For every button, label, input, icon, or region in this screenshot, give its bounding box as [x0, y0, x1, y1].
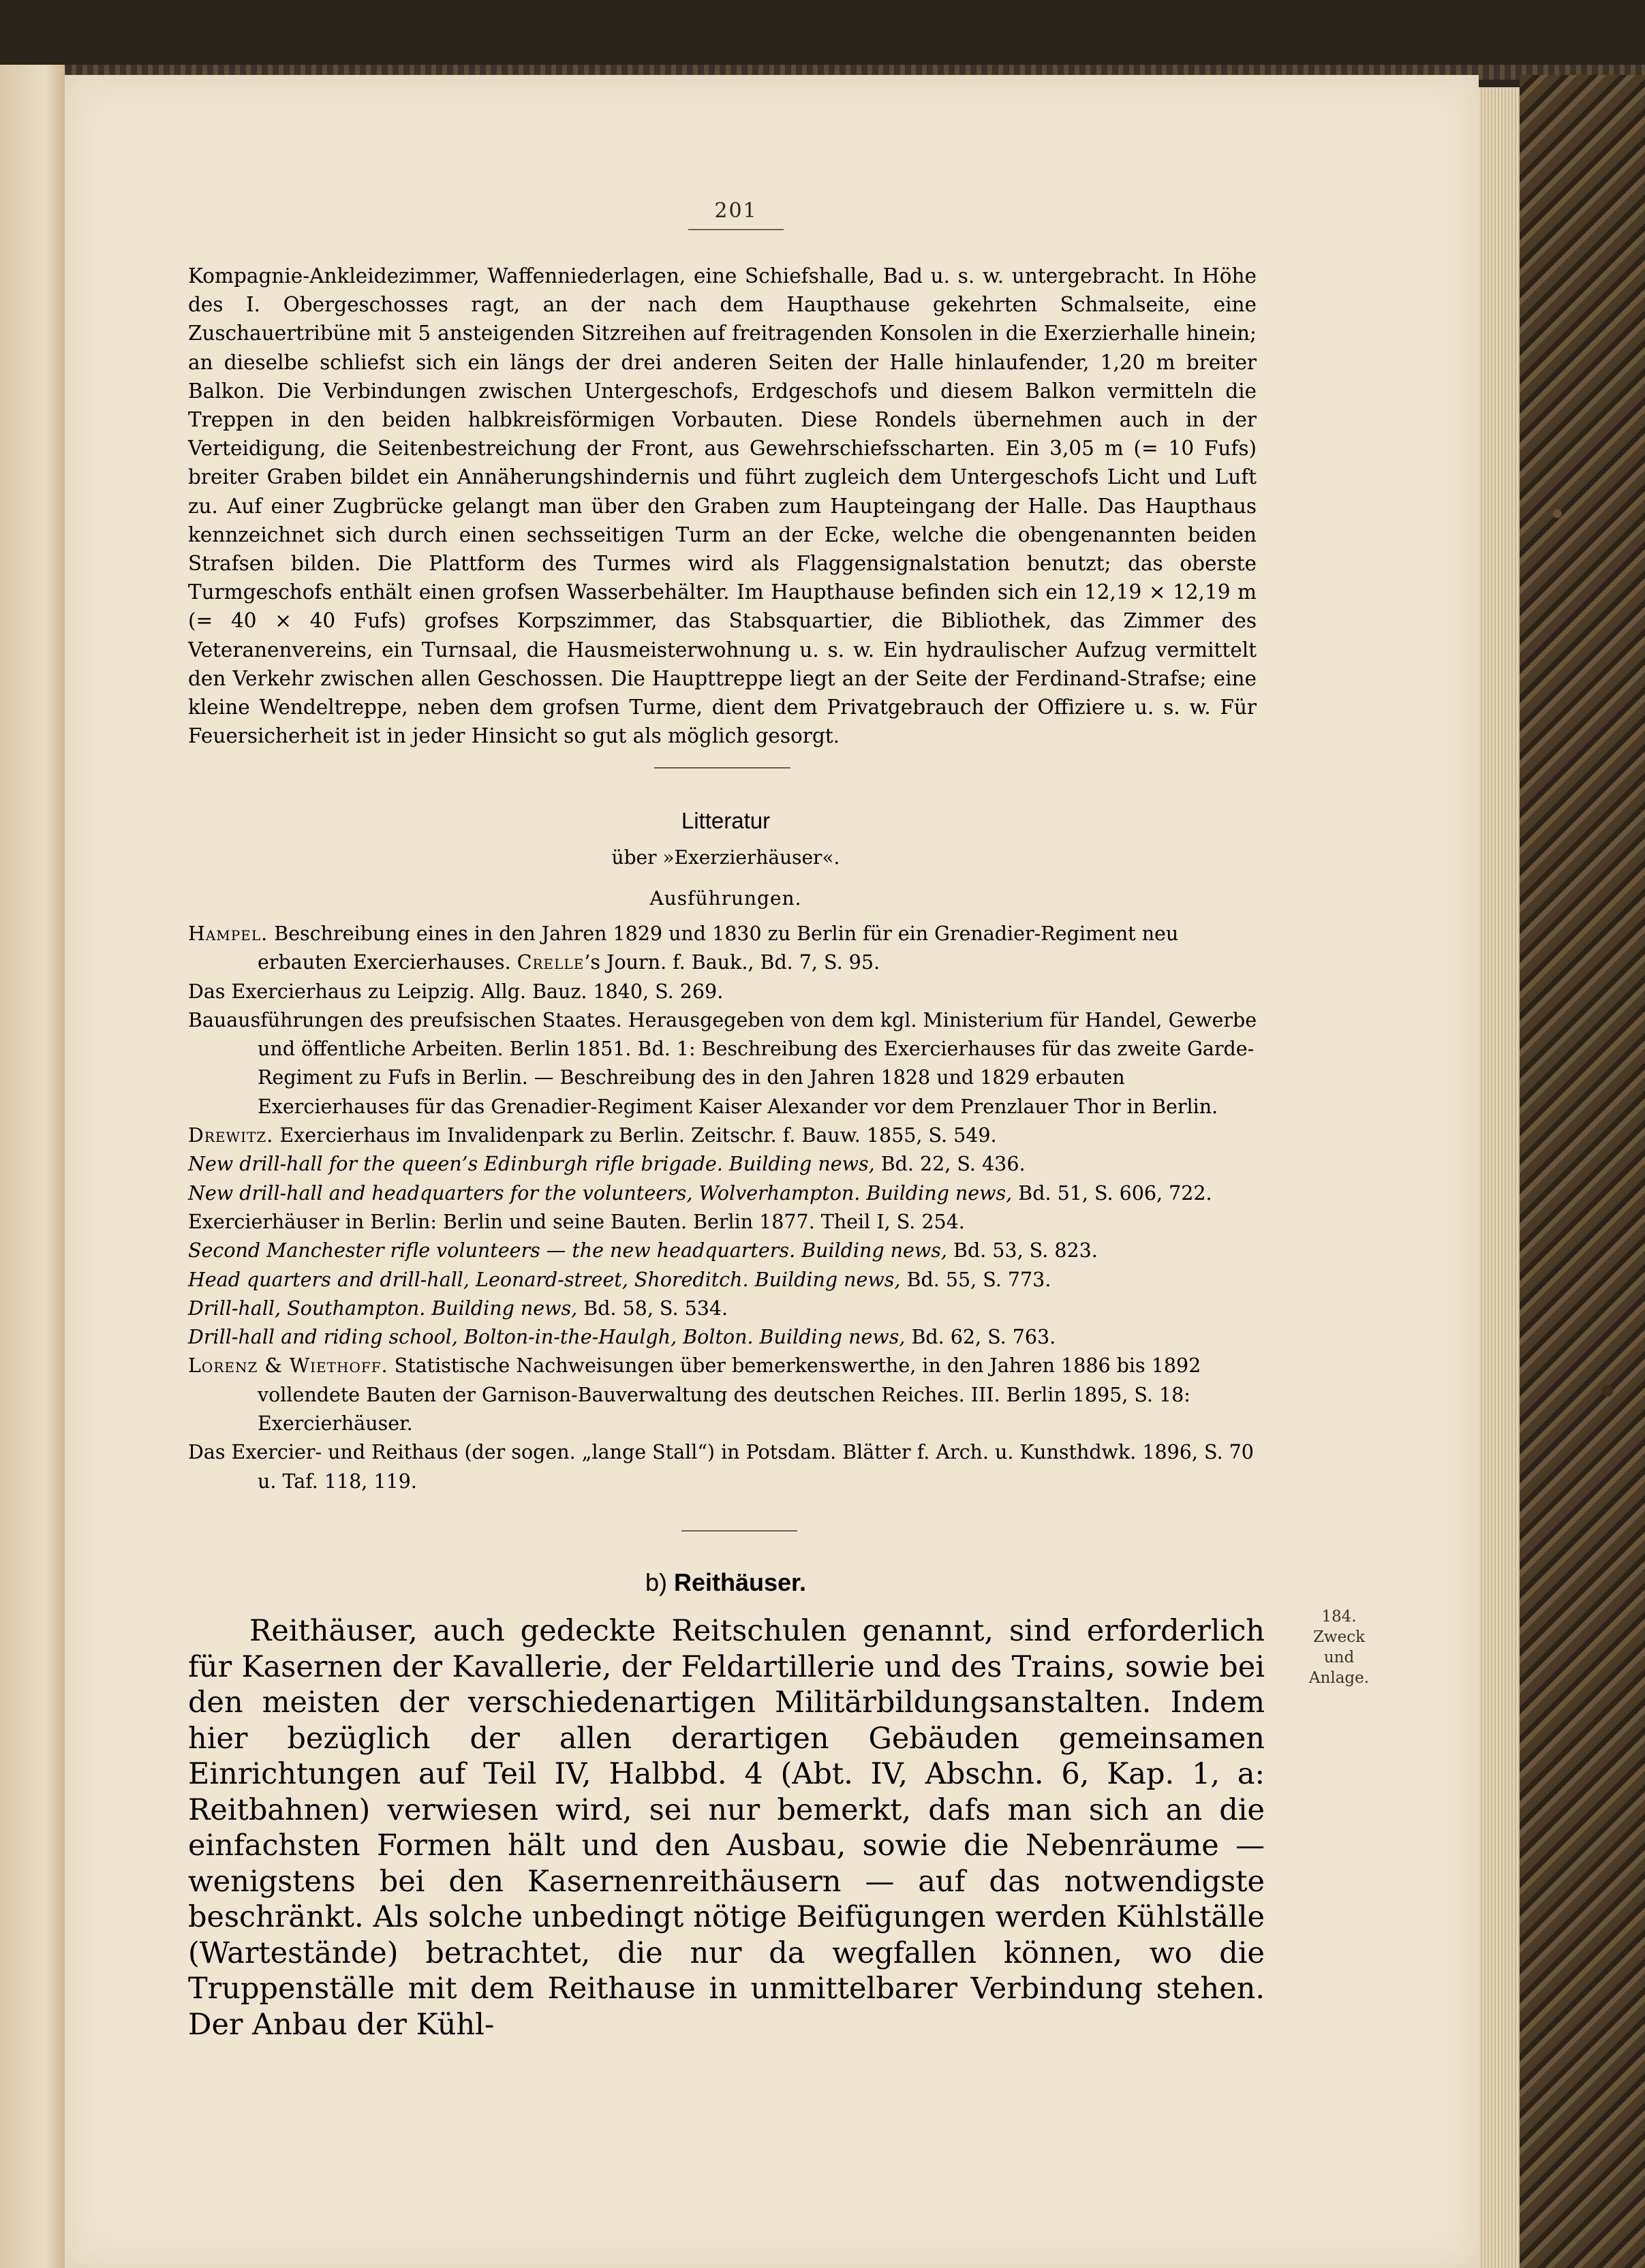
ref-text: Bd. 62, S. 763.: [905, 1326, 1056, 1349]
ref-text: Beschreibung eines in den Jahren 1829 und 1830 zu Berlin für ein Grenadier-Regiment neu erbauten Exercierhauses.: [258, 922, 1179, 974]
separator-rule-1: [654, 767, 790, 768]
page-number: 201: [714, 199, 758, 223]
ref-text: Statistische Nachweisungen über bemerkenswerthe, in den Jahren 1886 bis 1892 vollendete Bauten der Garnison-Bauverwaltung des deutschen Reiches. III. Berlin 1895, S. 18: Exercierhäuser.: [258, 1354, 1201, 1435]
ref-text: Bd. 55, S. 773.: [900, 1268, 1051, 1291]
book-cover-marbled: [1520, 75, 1645, 2268]
section-number: b): [645, 1568, 667, 1596]
ref-author: Lorenz & Wiethoff.: [188, 1354, 388, 1378]
ref-text: Bd. 51, S. 606, 722.: [1012, 1181, 1212, 1205]
left-page-edge: [0, 65, 65, 2268]
ref-title: New drill-hall for the queen’s Edinburgh rifle brigade. Building news,: [188, 1153, 875, 1176]
ref-text: Das Exercierhaus zu Leipzig. Allg. Bauz. 1840, S. 269.: [188, 980, 724, 1003]
body-paragraph-2: [188, 1613, 1265, 2042]
paragraph-text: Reithäuser, auch gedeckte Reitschulen genannt, sind erforderlich für Kasernen der Kavallerie, der Feldartillerie und des Trains, sowie bei den meisten der verschiedenartigen Militärbildungsanstalten. Indem hier bezüglich der allen derartigen Gebäuden gemeinsamen Einrichtungen auf Teil IV, Halbbd. 4 (Abt. IV, Abschn. 6, Kap. 1, a: Reitbahnen) verwiesen wird, sei nur bemerkt, dafs man sich an die einfachsten Formen hält und den Ausbau, sowie die Nebenräume — wenigstens bei den Kasernenreithäusern — auf das notwendigste beschränkt. Als solche unbedingt nötige Beifügungen werden Kühlställe (Wartestände) betrachtet, die nur da wegfallen können, wo die Truppenställe mit dem Reithause in unmittelbarer Verbindung stehen. Der Anbau der Kühl-: [188, 1614, 1265, 2042]
reference-item: [188, 920, 1258, 978]
reference-item: [188, 1208, 1258, 1237]
ref-text: Bd. 22, S. 436.: [874, 1153, 1026, 1176]
margin-note: [1295, 1606, 1383, 1688]
reference-item: [188, 1266, 1258, 1294]
literature-section-heading: Ausführungen.: [649, 887, 802, 910]
literature-subtitle: über »Exerzierhäuser«.: [611, 846, 840, 869]
ref-author: Hampel.: [188, 922, 268, 945]
ref-title: Drill-hall, Southampton. Building news,: [188, 1296, 578, 1320]
reference-item: [188, 1121, 1258, 1150]
reference-item: [188, 1237, 1258, 1265]
section-heading: [545, 1568, 906, 1597]
ref-text: Bd. 58, S. 534.: [577, 1296, 728, 1320]
ref-author: Crelle: [517, 951, 585, 974]
ref-text: ’s Journ. f. Bauk., Bd. 7, S. 95.: [584, 951, 880, 974]
reference-list: [188, 920, 1258, 1496]
reference-item: [188, 1150, 1258, 1179]
ref-text: Das Exercier- und Reithaus (der sogen. „lange Stall“) in Potsdam. Blätter f. Arch. u. Kunsthdwk. 1896, S. 70 u. Taf. 118, 119.: [188, 1441, 1254, 1493]
literature-title: Litteratur: [681, 808, 771, 833]
margin-note-line: Zweck: [1312, 1628, 1366, 1646]
margin-note-line: und: [1323, 1649, 1355, 1666]
ref-text: Exercierhäuser in Berlin: Berlin und seine Bauten. Berlin 1877. Theil I, S. 254.: [188, 1210, 965, 1233]
reference-item: [188, 978, 1258, 1006]
margin-note-number: 184.: [1321, 1608, 1357, 1626]
ref-title: Head quarters and drill-hall, Leonard-street, Shoreditch. Building news,: [188, 1268, 901, 1291]
ref-title: Second Manchester rifle volunteers — the new headquarters. Building news,: [188, 1239, 947, 1262]
page-stack-edge: [1479, 87, 1520, 2268]
reference-item: [188, 1352, 1258, 1438]
ref-title: New drill-hall and headquarters for the volunteers, Wolverhampton. Building news,: [188, 1181, 1013, 1205]
body-paragraph-1: [188, 262, 1257, 750]
reference-item: [188, 1179, 1258, 1208]
margin-note-line: Anlage.: [1308, 1669, 1370, 1687]
reference-item: [188, 1006, 1258, 1121]
separator-rule-2: [681, 1530, 797, 1532]
ref-text: Exercierhaus im Invalidenpark zu Berlin. Zeitschr. f. Bauw. 1855, S. 549.: [273, 1124, 997, 1147]
ref-title: Drill-hall and riding school, Bolton-in-the-Haulgh, Bolton. Building news,: [188, 1326, 906, 1349]
reference-item: [188, 1323, 1258, 1352]
ref-text: Bd. 53, S. 823.: [947, 1239, 1098, 1262]
paragraph-text: Kompagnie-Ankleidezimmer, Waffenniederlagen, eine Schiefshalle, Bad u. s. w. untergebracht. In Höhe des I. Obergeschosses ragt, an der nach dem Haupthause gekehrten Schmalseite, eine Zuschauertribüne mit 5 ansteigenden Sitzreihen auf freitragenden Konsolen in die Exerzierhalle hinein; an dieselbe schliefst sich ein längs der drei anderen Seiten der Halle hinlaufender, 1,20 m breiter Balkon. Die Verbindungen zwischen Untergeschofs, Erdgeschofs und diesem Balkon vermitteln die Treppen in den beiden halbkreisförmigen Vorbauten. Diese Rondels übernehmen auch in der Verteidigung, die Seitenbestreichung der Front, aus Gewehrschiefsscharten. Ein 3,05 m (= 10 Fufs) breiter Graben bildet ein Annäherungshindernis und führt zugleich dem Untergeschofs Licht und Luft zu. Auf einer Zugbrücke gelangt man über den Graben zum Haupteingang der Halle. Das Haupthaus kennzeichnet sich durch einen sechsseitigen Turm an der Ecke, welche die obengenannten beiden Strafsen bilden. Die Plattform des Turmes wird als Flaggensignalstation benutzt; das oberste Turmgeschofs enthält einen grofsen Wasserbehälter. Im Haupthause befinden sich ein 12,19 × 12,19 m (= 40 × 40 Fufs) grofses Korpszimmer, das Stabsquartier, die Bibliothek, das Zimmer des Veteranenvereins, ein Turnsaal, die Hausmeisterwohnung u. s. w. Ein hydraulischer Aufzug vermittelt den Verkehr zwischen allen Geschossen. Die Haupttreppe liegt an der Seite der Ferdinand-Strafse; eine kleine Wendeltreppe, neben dem grofsen Turme, dient dem Privatgebrauch der Offiziere u. s. w. Für Feuersicherheit ist in jeder Hinsicht so gut als möglich gesorgt.: [188, 264, 1257, 748]
section-title: Reithäuser.: [673, 1568, 807, 1596]
ref-author: Drewitz.: [188, 1124, 274, 1147]
reference-item: [188, 1294, 1258, 1323]
header-rule: [688, 229, 784, 230]
ref-text: Bauausführungen des preufsischen Staates. Herausgegeben von dem kgl. Ministerium für Handel, Gewerbe und öffentliche Arbeiten. Berlin 1851. Bd. 1: Beschreibung des Exercierhauses für das zweite Garde-Regiment zu Fufs in Berlin. — Beschreibung des in den Jahren 1828 und 1829 erbauten Exercierhauses für das Grenadier-Regiment Kaiser Alexander vor dem Prenzlauer Thor in Berlin.: [188, 1008, 1257, 1118]
reference-item: [188, 1438, 1258, 1496]
